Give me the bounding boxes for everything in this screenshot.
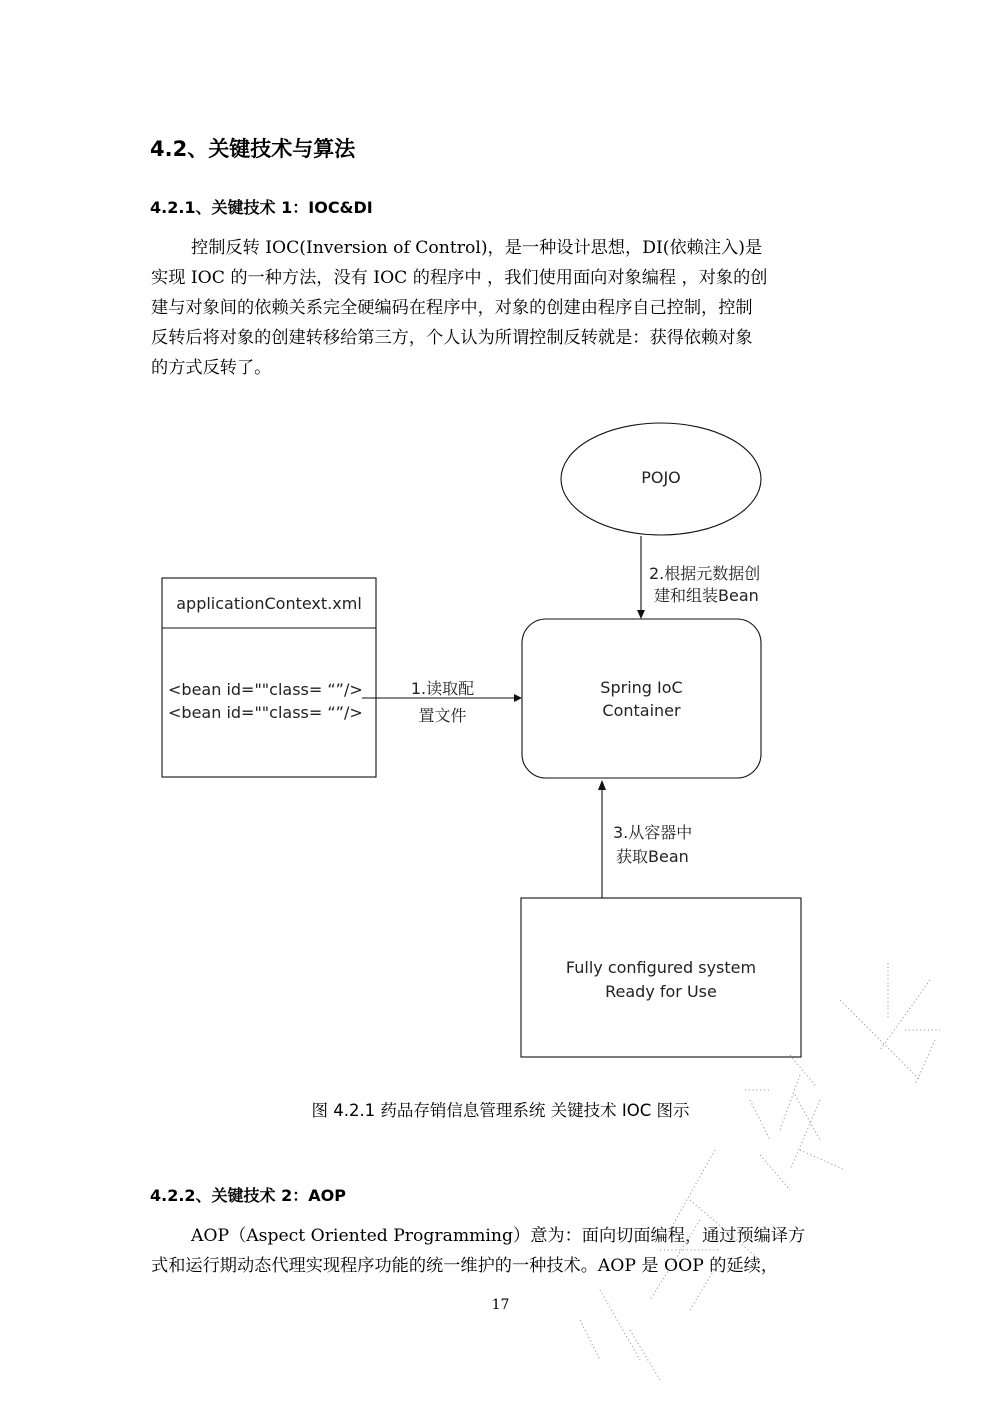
paragraph-line: 实现 IOC 的一种方法，没有 IOC 的程序中 ，我们使用面向对象编程 ，对象的创 xyxy=(151,268,768,288)
arrow3-label-line: 获取Bean xyxy=(616,847,689,866)
arrow2-label-line: 2.根据元数据创 xyxy=(649,564,761,583)
arrow1-label-line: 1.读取配 xyxy=(410,679,475,698)
system-label-line: Ready for Use xyxy=(605,982,717,1001)
paragraph-line: 控制反转 IOC(Inversion of Control)，是一种设计思想，DI(依赖注入)是 xyxy=(191,238,763,258)
figure-caption: 图 4.2.1 药品存销信息管理系统 关键技术 IOC 图示 xyxy=(311,1101,690,1120)
arrow2-label-line: 建和组装Bean xyxy=(654,586,759,605)
xml-bean-line: <bean id=""class= “”/> xyxy=(168,680,363,699)
paragraph-line: 式和运行期动态代理实现程序功能的统一维护的一种技术。AOP 是 OOP 的延续， xyxy=(151,1256,779,1276)
pojo-label: POJO xyxy=(641,468,681,487)
subsection-heading-ioc: 4.2.1、关键技术 1：IOC&DI xyxy=(150,198,373,217)
arrow3-label-line: 3.从容器中 xyxy=(613,823,693,842)
system-label-line: Fully configured system xyxy=(565,958,757,977)
arrow1-label-line: 置文件 xyxy=(418,706,467,725)
section-heading: 4.2、关键技术与算法 xyxy=(150,137,356,161)
paragraph-line: 反转后将对象的创建转移给第三方，个人认为所谓控制反转就是：获得依赖对象 xyxy=(151,328,753,348)
paragraph-line: 的方式反转了。 xyxy=(151,358,272,378)
page-number: 17 xyxy=(491,1297,510,1313)
paragraph-line: 建与对象间的依赖关系完全硬编码在程序中，对象的创建由程序自己控制，控制 xyxy=(151,298,753,318)
subsection-heading-aop: 4.2.2、关键技术 2：AOP xyxy=(150,1186,346,1205)
paragraph-line: AOP（Aspect Oriented Programming）意为：面向切面编程，通过预编译方 xyxy=(191,1226,806,1246)
xml-bean-line: <bean id=""class= “”/> xyxy=(168,703,363,722)
container-label-line: Spring IoC xyxy=(600,678,683,697)
xml-box-title: applicationContext.xml xyxy=(176,594,362,613)
container-label-line: Container xyxy=(602,701,681,720)
